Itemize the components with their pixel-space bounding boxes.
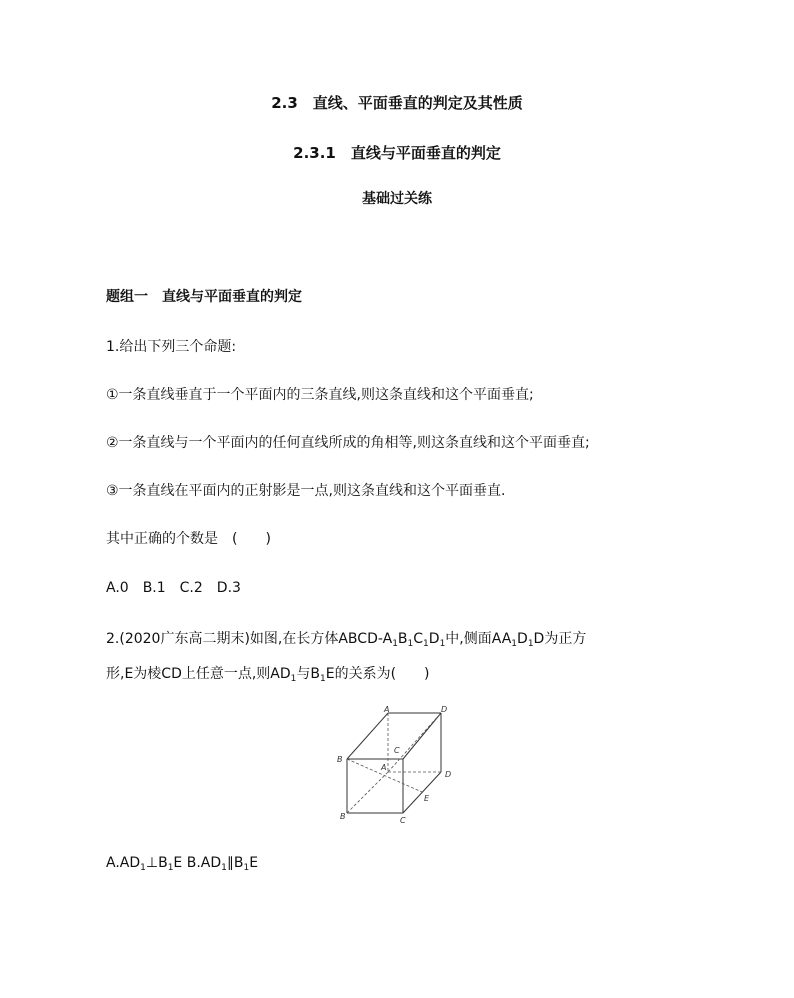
label-d: D (445, 770, 452, 779)
group-heading: 题组一 直线与平面垂直的判定 (106, 289, 302, 305)
q1-statement-2: ②一条直线与一个平面内的任何直线所成的角相等,则这条直线和这个平面垂直; (106, 435, 590, 451)
q1-statement-1: ①一条直线垂直于一个平面内的三条直线,则这条直线和这个平面垂直; (106, 387, 534, 403)
cuboid-figure (333, 702, 463, 828)
label-a: A (381, 763, 387, 772)
label-b1: B (337, 755, 343, 764)
label-b: B (340, 812, 346, 821)
label-e: E (424, 794, 430, 803)
main-title: 2.3 直线、平面垂直的判定及其性质 (271, 94, 523, 112)
q1-statement-3: ③一条直线在平面内的正射影是一点,则这条直线和这个平面垂直. (106, 483, 506, 499)
section-title: 基础过关练 (362, 191, 432, 207)
q2-line-1: 2.(2020广东高二期末)如图,在长方体ABCD-$A_1B_1C_1D_1$中,侧面$AA_1D_1D$为正方 (106, 631, 587, 649)
q1-stem: 1.给出下列三个命题: (106, 339, 237, 355)
q1-ask: 其中正确的个数是 ( ) (106, 531, 271, 547)
label-a1: A (384, 705, 390, 714)
label-c: C (400, 816, 406, 825)
label-c1: C (394, 746, 400, 755)
label-d1: D (441, 705, 448, 714)
sub-title: 2.3.1 直线与平面垂直的判定 (293, 144, 501, 162)
q2-line-2: 形,E为棱CD上任意一点,则$AD_1$与$B_1E$的关系为( ) (106, 666, 430, 684)
q1-options: A.0 B.1 C.2 D.3 (106, 580, 241, 596)
q2-options: $A.AD_1\perp B_1E$ $B.AD_1\parallel B_1E$ (106, 855, 259, 873)
